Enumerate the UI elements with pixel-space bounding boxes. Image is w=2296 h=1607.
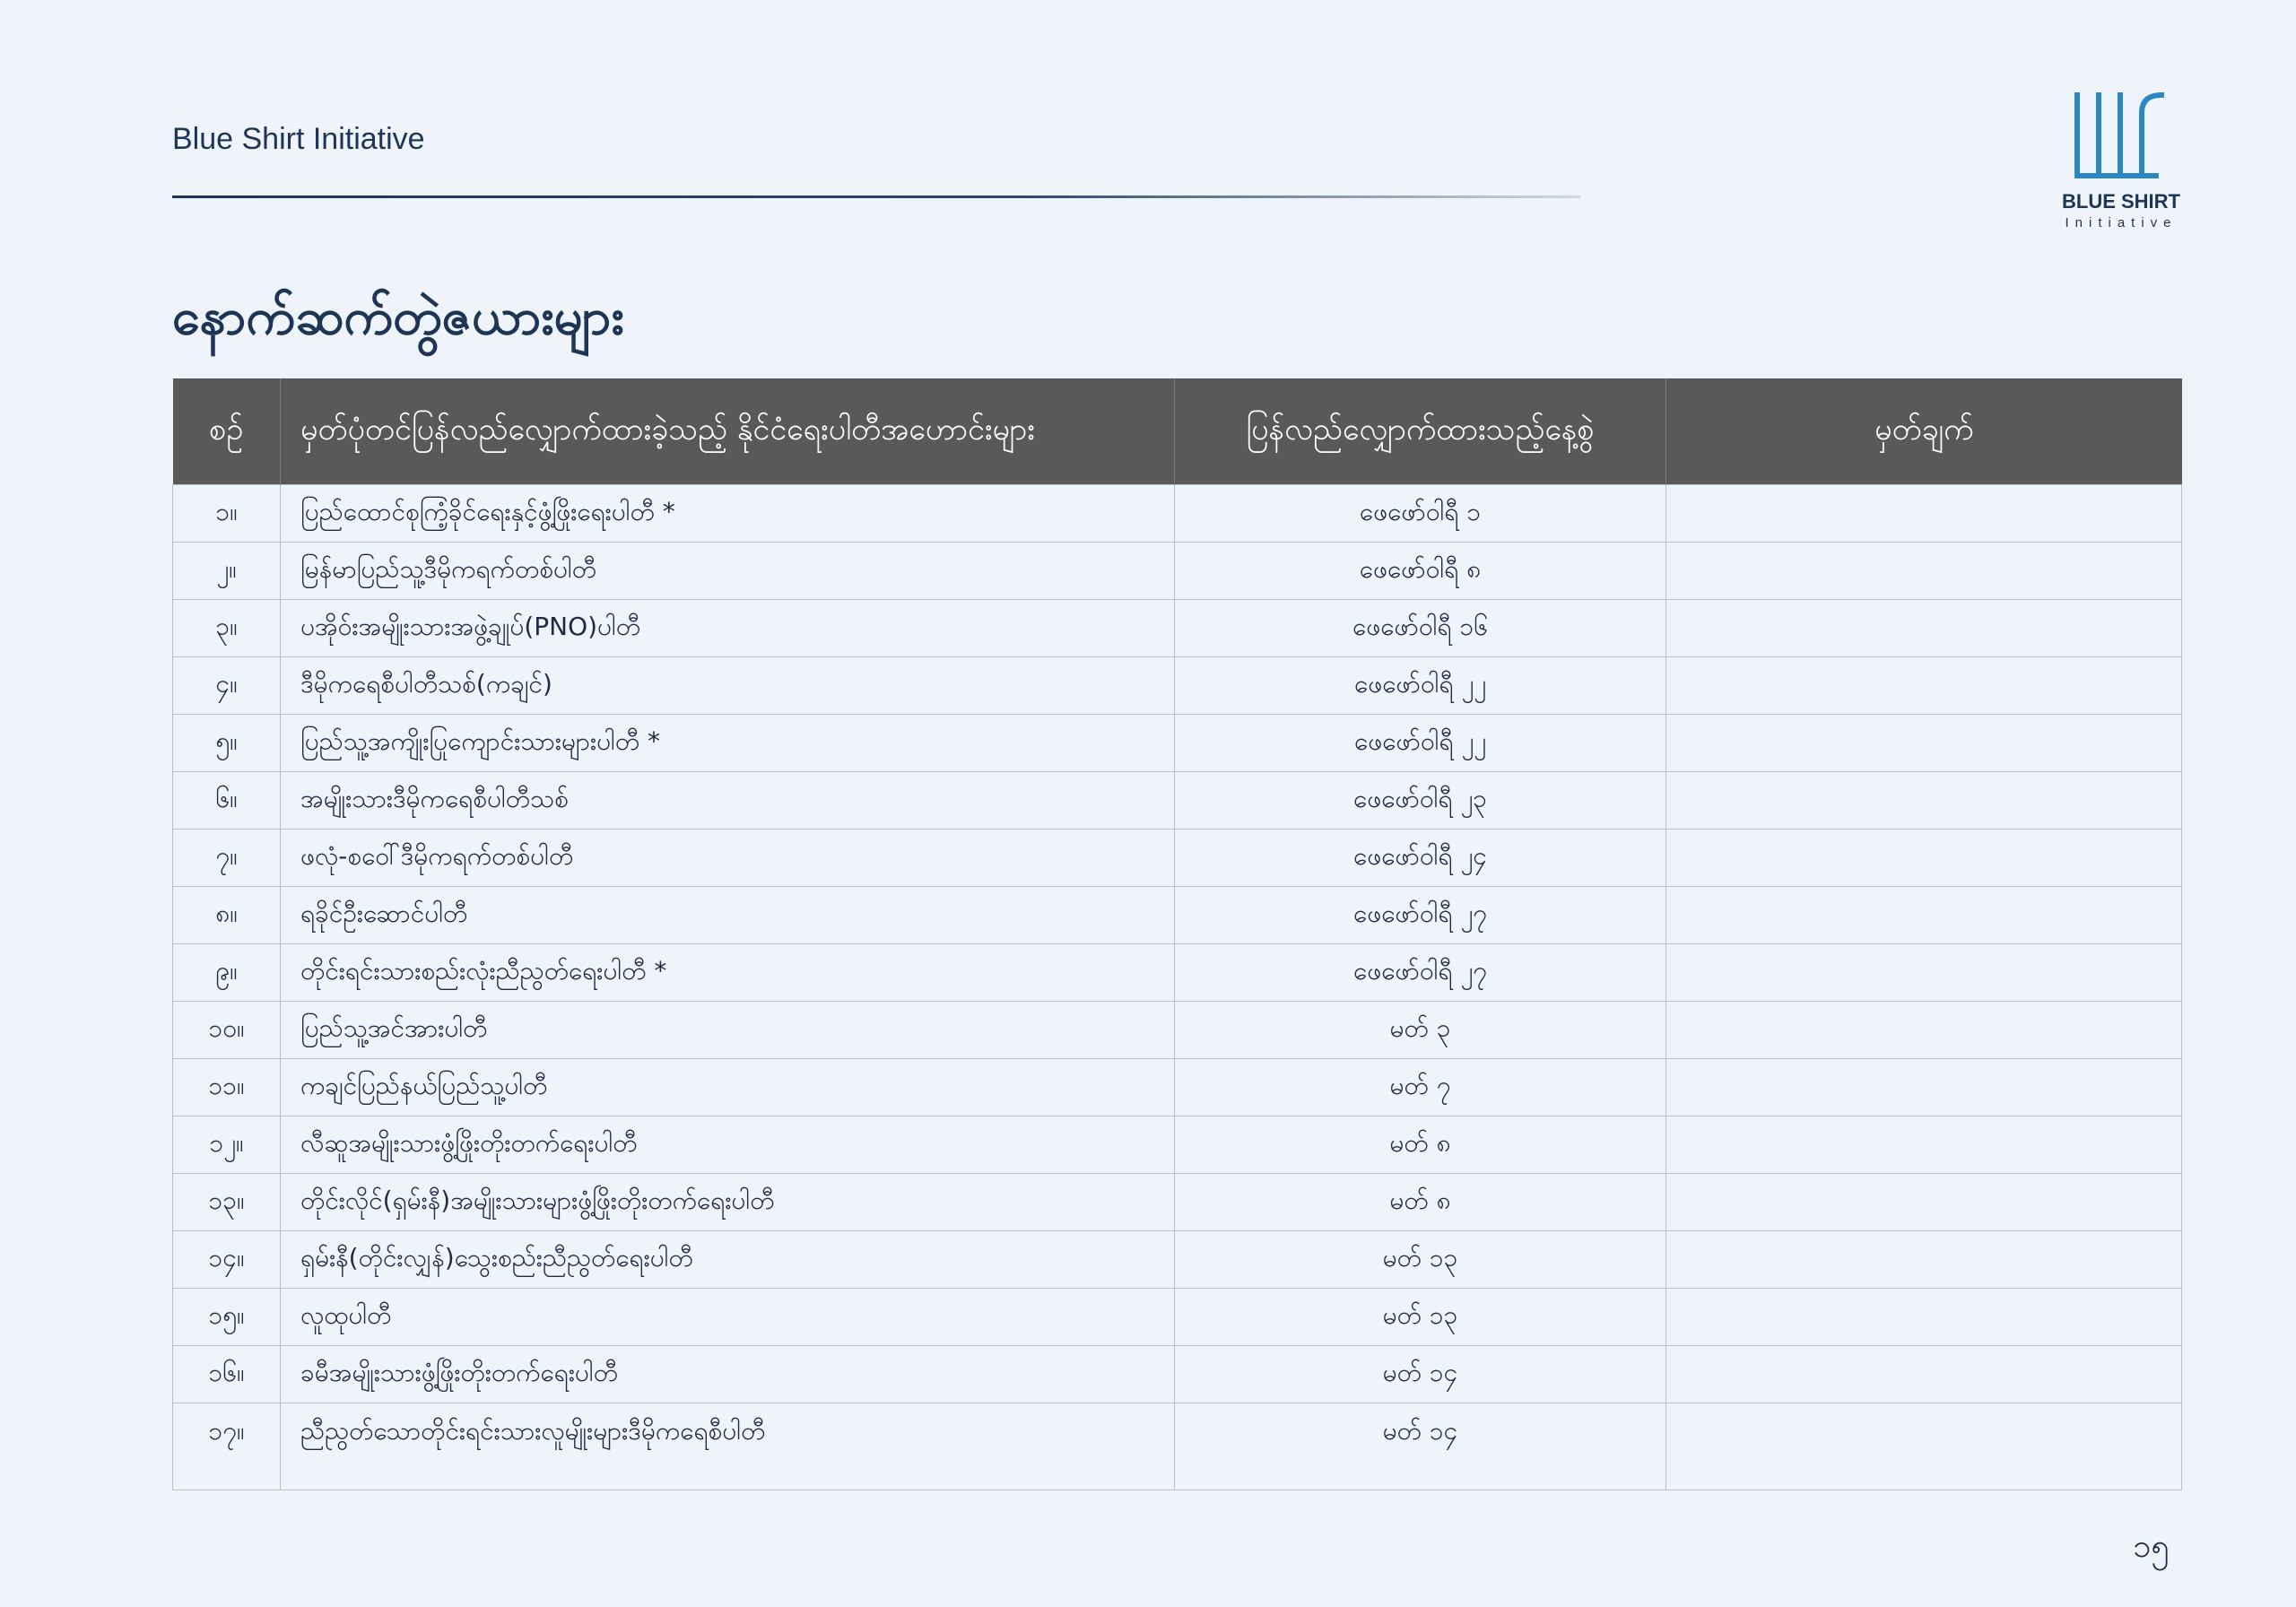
remark [1666,485,2182,543]
remark [1666,715,2182,772]
party-name: ရှမ်းနီ(တိုင်းလျှန်)သွေးစည်းညီညွတ်ရေးပါတီ [281,1231,1175,1289]
remark [1666,1059,2182,1116]
remark [1666,1289,2182,1346]
application-date: ဖေဖော်ဝါရီ ၂၇ [1175,944,1666,1002]
table-row [173,715,2182,772]
row-number: ၁၀။ [173,1002,281,1059]
row-number: ၃။ [173,600,281,657]
column-header-date: ပြန်လည်လျှောက်ထားသည့်နေ့စွဲ [1175,378,1666,485]
application-date: ဖေဖော်ဝါရီ ၂၃ [1175,772,1666,830]
remark [1666,543,2182,600]
table-row [173,600,2182,657]
application-date: ဖေဖော်ဝါရီ ၂၂ [1175,657,1666,715]
logo-sub: Initiative [2065,215,2178,230]
row-number: ၁၆။ [173,1346,281,1403]
row-number: ၅။ [173,715,281,772]
remark [1666,1403,2182,1490]
page-title: နောက်ဆက်တွဲဇယားများ [172,288,624,346]
party-name: ခမီအမျိုးသားဖွံ့ဖြိုးတိုးတက်ရေးပါတီ [281,1346,1175,1403]
table-row [173,485,2182,543]
party-name: တိုင်းရင်းသားစည်းလုံးညီညွတ်ရေးပါတီ * [281,944,1175,1002]
party-name: ဖလုံ-စဝေါ်ဒီမိုကရက်တစ်ပါတီ [281,830,1175,887]
table-row [173,887,2182,944]
party-name: မြန်မာပြည်သူ့ဒီမိုကရက်တစ်ပါတီ [281,543,1175,600]
row-number: ၁၅။ [173,1289,281,1346]
table-row [173,830,2182,887]
row-number: ၈။ [173,887,281,944]
remark [1666,1346,2182,1403]
application-date: မတ် ၈ [1175,1174,1666,1231]
application-date: ဖေဖော်ဝါရီ ၂၇ [1175,887,1666,944]
table-row [173,772,2182,830]
application-date: မတ် ၁၄ [1175,1346,1666,1403]
remark [1666,772,2182,830]
application-date: မတ် ၃ [1175,1002,1666,1059]
table-row [173,1174,2182,1231]
annex-table [172,378,2182,1490]
application-date: ဖေဖော်ဝါရီ ၈ [1175,543,1666,600]
party-name: အမျိုးသားဒီမိုကရေစီပါတီသစ် [281,772,1175,830]
party-name: ပြည်သူ့အင်အားပါတီ [281,1002,1175,1059]
row-number: ၆။ [173,772,281,830]
party-name: ပြည်ထောင်စုကြံ့ခိုင်ရေးနှင့်ဖွံ့ဖြိုးရေးပါတီ * [281,485,1175,543]
row-number: ၁၃။ [173,1174,281,1231]
org-name: Blue Shirt Initiative [172,122,425,156]
table-row [173,1231,2182,1289]
remark [1666,1174,2182,1231]
row-number: ၁။ [173,485,281,543]
application-date: ဖေဖော်ဝါရီ ၁၆ [1175,600,1666,657]
row-number: ၁၁။ [173,1059,281,1116]
table-row [173,1059,2182,1116]
application-date: မတ် ၁၃ [1175,1231,1666,1289]
table-row [173,657,2182,715]
remark [1666,1231,2182,1289]
party-name: ကချင်ပြည်နယ်ပြည်သူ့ပါတီ [281,1059,1175,1116]
remark [1666,944,2182,1002]
header-rule [172,195,1580,198]
remark [1666,600,2182,657]
application-date: မတ် ၁၄ [1175,1403,1666,1490]
remark [1666,887,2182,944]
party-name: ညီညွတ်သောတိုင်းရင်းသားလူမျိုးများဒီမိုကရေစီပါတီ [281,1403,1175,1490]
row-number: ၇။ [173,830,281,887]
table-row [173,944,2182,1002]
row-number: ၁၇။ [173,1403,281,1490]
table-row [173,1403,2182,1490]
party-name: တိုင်းလိုင်(ရှမ်းနီ)အမျိုးသားများဖွံ့ဖြိုးတိုးတက်ရေးပါတီ [281,1174,1175,1231]
remark [1666,1002,2182,1059]
table-row [173,1346,2182,1403]
logo-name: BLUE SHIRT [2062,190,2180,213]
application-date: မတ် ၁၃ [1175,1289,1666,1346]
column-header-no: စဉ် [173,378,281,485]
party-name: ပြည်သူ့အကျိုးပြုကျောင်းသားများပါတီ * [281,715,1175,772]
application-date: မတ် ၇ [1175,1059,1666,1116]
table-row [173,1116,2182,1174]
application-date: မတ် ၈ [1175,1116,1666,1174]
row-number: ၉။ [173,944,281,1002]
table-row [173,543,2182,600]
remark [1666,657,2182,715]
row-number: ၁၄။ [173,1231,281,1289]
logo-mark-icon [2072,86,2170,185]
application-date: ဖေဖော်ဝါရီ ၂၂ [1175,715,1666,772]
row-number: ၄။ [173,657,281,715]
page-number: ၁၅ [2133,1528,2170,1565]
party-name: ရခိုင်ဦးဆောင်ပါတီ [281,887,1175,944]
row-number: ၂။ [173,543,281,600]
party-name: ဒီမိုကရေစီပါတီသစ်(ကချင်) [281,657,1175,715]
column-header-party: မှတ်ပုံတင်ပြန်လည်လျှောက်ထားခဲ့သည့် နိုင်ငံရေးပါတီအဟောင်းများ [281,378,1175,485]
party-name: လီဆူအမျိုးသားဖွံ့ဖြိုးတိုးတက်ရေးပါတီ [281,1116,1175,1174]
application-date: ဖေဖော်ဝါရီ ၂၄ [1175,830,1666,887]
table-row [173,1002,2182,1059]
column-header-remark: မှတ်ချက် [1666,378,2182,485]
table-header-row [173,378,2182,485]
remark [1666,1116,2182,1174]
party-name: ပအိုဝ်းအမျိုးသားအဖွဲ့ချုပ်(PNO)ပါတီ [281,600,1175,657]
party-name: လူထုပါတီ [281,1289,1175,1346]
application-date: ဖေဖော်ဝါရီ ၁ [1175,485,1666,543]
row-number: ၁၂။ [173,1116,281,1174]
table-row [173,1289,2182,1346]
remark [1666,830,2182,887]
logo [2054,86,2188,239]
